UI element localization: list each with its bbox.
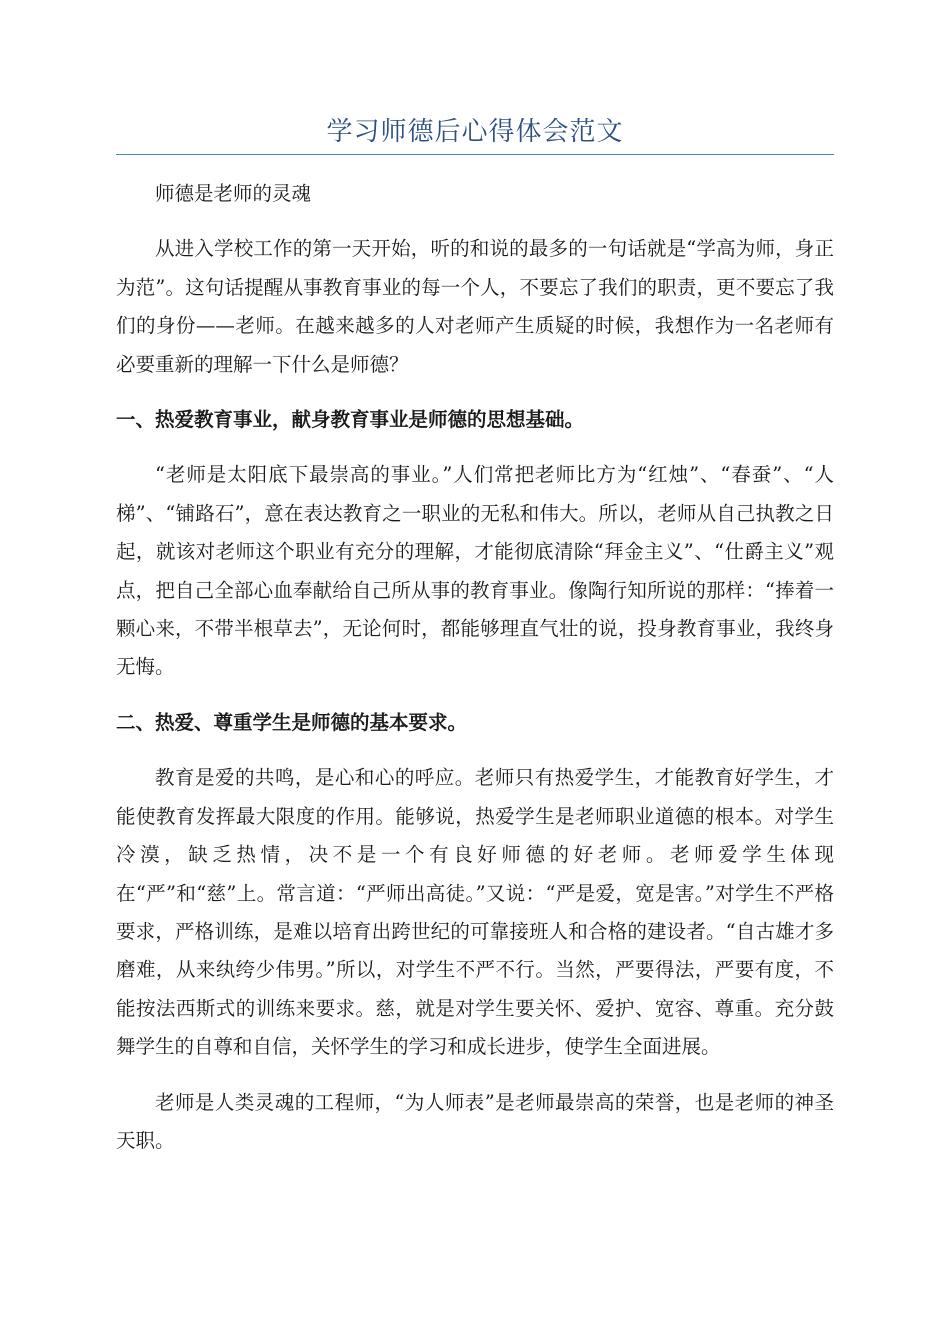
paragraph-2: “老师是太阳底下最崇高的事业。”人们常把老师比方为“红烛”、“春蚕”、“人梯”、“铺路石”，意在表达教育之一职业的无私和伟大。所以，老师从自己执教之日起，就该对老师这个职业有充分的理解，才能彻底清除“拜金主义”、“仕爵主义”观点，把自己全部心血奉献给自己所从事的教育事业。像陶行知所说的那样：“捧着一颗心来，不带半根草去”，无论何时，都能够理直气壮的说，投身教育事业，我终身无悔。 [116,463,834,679]
paragraph-3: 教育是爱的共鸣，是心和心的呼应。老师只有热爱学生，才能教育好学生，才能使教育发挥最大限度的作用。能够说，热爱学生是老师职业道德的根本。对学生冷漠，缺乏热情，决不是一个有良好师德的好老师。老师爱学生体现在“严”和“慈”上。常言道：“严师出高徒。”又说：“严是爱，宽是害。”对学生不严格要求，严格训练，是难以培育出跨世纪的可靠接班人和合格的建设者。“自古雄才多磨难，从来纨绔少伟男。”所以，对学生不严不行。当然，严要得法，严要有度，不能按法西斯式的训练来要求。慈，就是对学生要关怀、爱护、宽容、尊重。充分鼓舞学生的自尊和自信，关怀学生的学习和成长进步，使学生全面进展。 [116,766,834,1059]
document-title: 学习师德后心得体会范文 [326,117,624,147]
document-body [116,175,834,1160]
section-heading-1: 一、热爱教育事业，献身教育事业是师德的思想基础。 [116,408,585,432]
section-heading-2: 二、热爱、尊重学生是师德的基本要求。 [116,710,468,734]
paragraph-intro: 师德是老师的灵魂 [155,182,312,205]
paragraph-4: 老师是人类灵魂的工程师，“为人师表”是老师最崇高的荣誉，也是老师的神圣天职。 [116,1090,834,1152]
title-underline [116,154,834,155]
paragraph-1: 从进入学校工作的第一天开始，听的和说的最多的一句话就是“学高为师，身正为范”。这句话提醒从事教育事业的每一个人，不要忘了我们的职责，更不要忘了我们的身份——老师。在越来越多的人对老师产生质疑的时候，我想作为一名老师有必要重新的理解一下什么是师德？ [116,237,834,376]
